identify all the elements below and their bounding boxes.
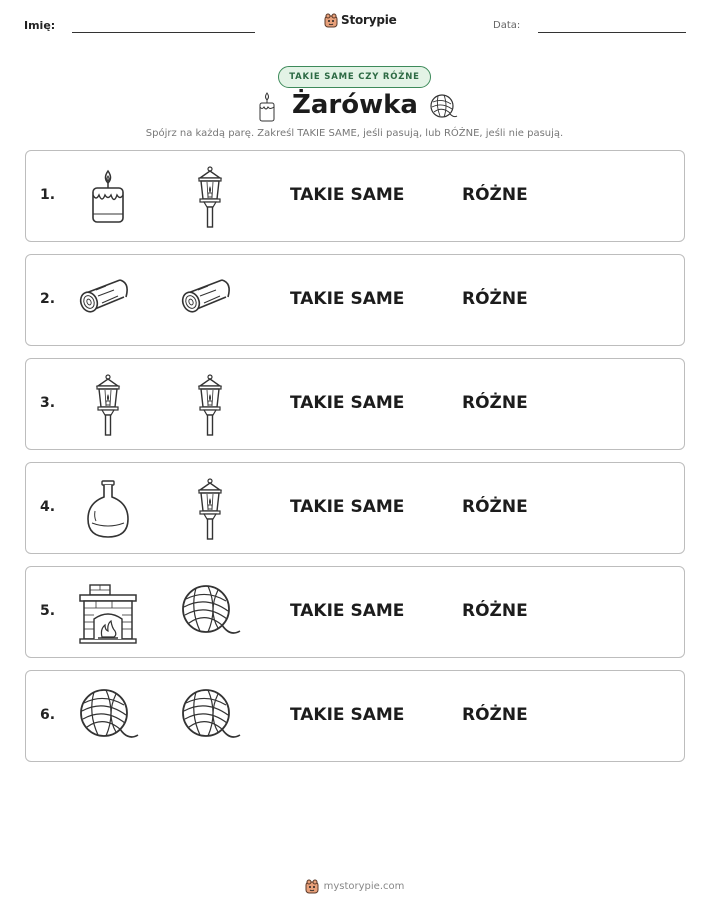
item-row [25, 254, 685, 346]
lantern-icon [76, 373, 140, 437]
option-same[interactable]: TAKIE SAME [290, 185, 405, 205]
flask-icon [76, 477, 140, 541]
item-row [25, 670, 685, 762]
title-row [0, 88, 709, 128]
row-number: 3. [40, 395, 56, 411]
log-icon [76, 269, 140, 333]
date-label: Data: [493, 20, 521, 31]
item-rows [25, 150, 685, 774]
item-row [25, 150, 685, 242]
date-field-line[interactable] [538, 32, 686, 33]
name-label: Imię: [24, 19, 56, 32]
storypie-logo-icon [305, 878, 319, 894]
option-same[interactable]: TAKIE SAME [290, 497, 405, 517]
page-title: Żarówka [292, 90, 418, 120]
option-different[interactable]: RÓŻNE [462, 497, 528, 517]
brand [324, 12, 397, 28]
option-same[interactable]: TAKIE SAME [290, 601, 405, 621]
log-icon [178, 269, 242, 333]
option-different[interactable]: RÓŻNE [462, 705, 528, 725]
instructions: Spójrz na każdą parę. Zakreśl TAKIE SAME, jeśli pasują, lub RÓŻNE, jeśli nie pasują. [145, 128, 564, 139]
option-different[interactable]: RÓŻNE [462, 393, 528, 413]
option-different[interactable]: RÓŻNE [462, 601, 528, 621]
row-number: 1. [40, 187, 56, 203]
row-number: 4. [40, 499, 56, 515]
option-same[interactable]: TAKIE SAME [290, 289, 405, 309]
brand-name: Storypie [341, 13, 397, 27]
candle-icon [256, 91, 278, 123]
row-number: 6. [40, 707, 56, 723]
footer [0, 878, 709, 894]
footer-site: mystorypie.com [323, 880, 405, 892]
worksheet-type-badge: TAKIE SAME CZY RÓŻNE [278, 66, 431, 88]
candle-icon [76, 165, 140, 229]
yarn-ball-icon [178, 685, 242, 749]
lantern-icon [178, 477, 242, 541]
item-row [25, 358, 685, 450]
header [0, 0, 709, 50]
yarn-ball-icon [178, 581, 242, 645]
yarn-ball-icon [76, 685, 140, 749]
option-different[interactable]: RÓŻNE [462, 185, 528, 205]
name-field-line[interactable] [72, 32, 255, 33]
yarn-ball-icon [428, 92, 458, 122]
lantern-icon [178, 165, 242, 229]
item-row [25, 566, 685, 658]
storypie-logo-icon [324, 12, 338, 28]
fireplace-icon [76, 581, 140, 645]
option-same[interactable]: TAKIE SAME [290, 393, 405, 413]
row-number: 2. [40, 291, 56, 307]
lantern-icon [178, 373, 242, 437]
option-same[interactable]: TAKIE SAME [290, 705, 405, 725]
item-row [25, 462, 685, 554]
row-number: 5. [40, 603, 56, 619]
option-different[interactable]: RÓŻNE [462, 289, 528, 309]
